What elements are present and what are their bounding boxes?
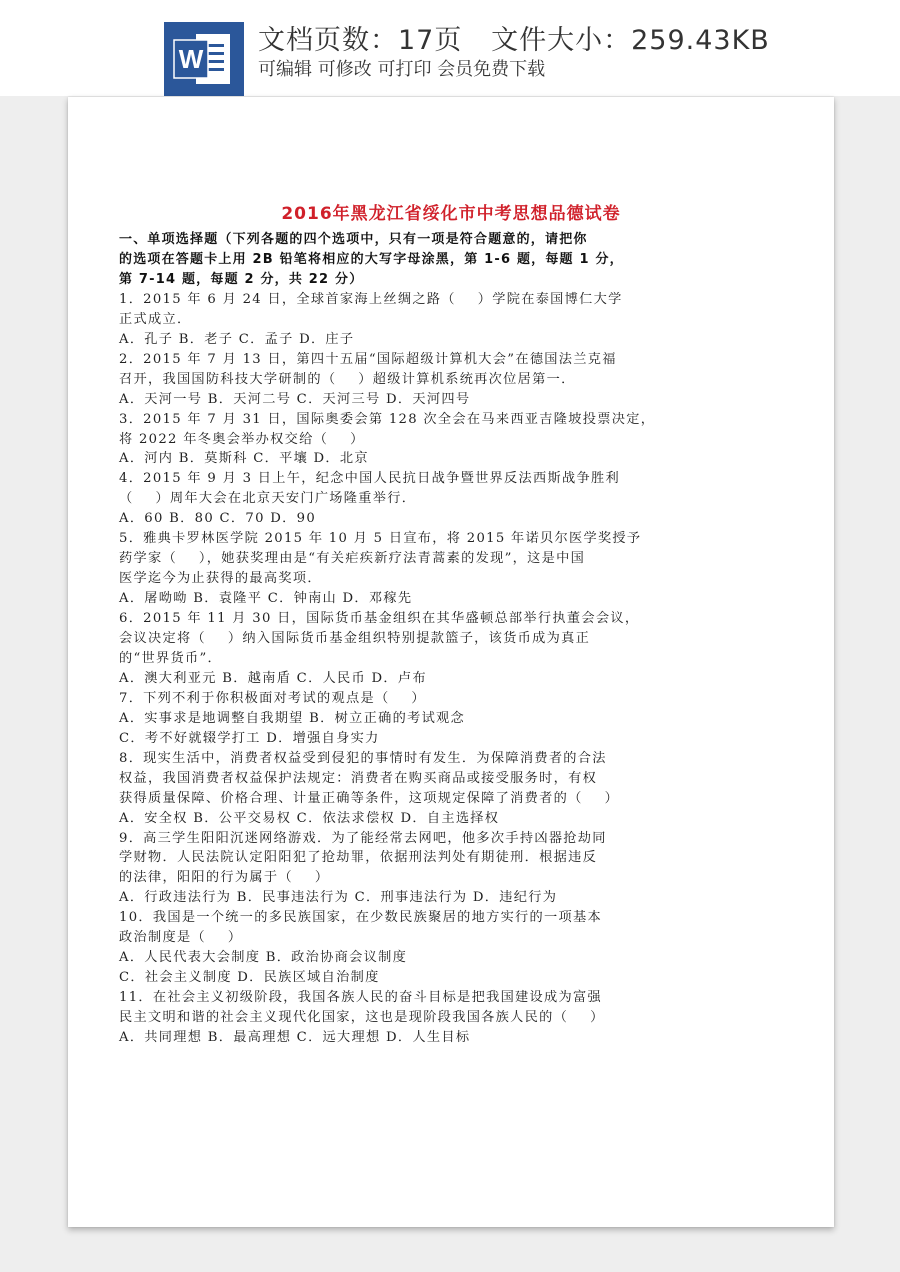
question-text-line: 7．下列不利于你积极面对考试的观点是（ ） [119, 690, 426, 706]
word-document-icon [164, 22, 244, 96]
question-text-line: 10．我国是一个统一的多民族国家，在少数民族聚居的地方实行的一项基本 [119, 910, 602, 926]
section-heading-line: 一、单项选择题（下列各题的四个选项中，只有一项是符合题意的，请把你 [119, 232, 588, 247]
question-text-line: A．人民代表大会制度 B．政治协商会议制度 [119, 950, 408, 966]
section-heading-line: 第 7-14 题，每题 2 分，共 22 分） [119, 271, 364, 287]
question-text-line: 6．2015 年 11 月 30 日，国际货币基金组织在其华盛顿总部举行执董会会议， [119, 611, 640, 627]
question-text-line: 权益，我国消费者权益保护法规定：消费者在购买商品或接受服务时，有权 [119, 770, 598, 786]
question-text-line: 召开，我国国防科技大学研制的（ ）超级计算机系统再次位居第一． [119, 371, 576, 387]
question-text-line: A．屠呦呦 B．袁隆平 C．钟南山 D．邓稼先 [119, 591, 413, 607]
question-text-line: A．河内 B．莫斯科 C．平壤 D．北京 [119, 451, 369, 467]
question-text-line: 8．现实生活中，消费者权益受到侵犯的事情时有发生．为保障消费者的合法 [119, 750, 607, 766]
question-text-line: 医学迄今为止获得的最高奖项． [119, 571, 322, 587]
section-heading-line: 的选项在答题卡上用 2B 铅笔将相应的大写字母涂黑，第 1-6 题，每题 1 分， [119, 251, 624, 267]
question-text-line: 将 2022 年冬奥会举办权交给（ ） [119, 431, 365, 447]
question-text-line: 4．2015 年 9 月 3 日上午，纪念中国人民抗日战争暨世界反法西斯战争胜利 [119, 471, 620, 487]
question-text-line: （ ）周年大会在北京天安门广场隆重举行． [119, 491, 417, 507]
question-text-line: C．考不好就辍学打工 D．增强自身实力 [119, 730, 380, 746]
question-text-line: 的“世界货币”． [119, 650, 223, 666]
question-text-line: 的法律，阳阳的行为属于（ ） [119, 870, 330, 886]
question-text-line: 会议决定将（ ）纳入国际货币基金组织特别提款篮子，该货币成为真正 [119, 631, 591, 646]
question-text-line: 药学家（ ），她获奖理由是“有关疟疾新疗法青蒿素的发现”，这是中国 [119, 551, 586, 567]
logo-letter: W [178, 44, 204, 74]
question-text-line: 正式成立． [119, 311, 192, 327]
question-text-line: A．澳大利亚元 B．越南盾 C．人民币 D．卢布 [119, 670, 427, 686]
question-text-line: A．60 B．80 C．70 D．90 [119, 511, 317, 527]
download-banner [0, 0, 900, 96]
question-text-line: 5．雅典卡罗林医学院 2015 年 10 月 5 日宣布，将 2015 年诺贝尔医学奖授予 [119, 531, 642, 547]
question-text-line: 学财物．人民法院认定阳阳犯了抢劫罪，依据刑法判处有期徒刑．根据违反 [119, 850, 598, 866]
question-text-line: A．孔子 B．老子 C．孟子 D．庄子 [119, 331, 355, 347]
document-page [68, 97, 834, 1227]
question-text-line: 2．2015 年 7 月 13 日，第四十五届“国际超级计算机大会”在德国法兰克福 [119, 351, 617, 367]
question-text-line: A．安全权 B．公平交易权 C．依法求偿权 D．自主选择权 [119, 810, 500, 826]
question-text-line: A．实事求是地调整自我期望 B．树立正确的考试观念 [119, 710, 466, 726]
question-text-line: 1．2015 年 6 月 24 日，全球首家海上丝绸之路（ ）学院在泰国博仁大学 [119, 291, 623, 307]
question-text-line: 3．2015 年 7 月 31 日，国际奥委会第 128 次全会在马来西亚吉隆坡投票决定， [119, 411, 656, 427]
question-text-line: 11．在社会主义初级阶段，我国各族人民的奋斗目标是把我国建设成为富强 [119, 990, 602, 1006]
question-text-line: 民主文明和谐的社会主义现代化国家，这也是现阶段我国各族人民的（ ） [119, 1010, 605, 1026]
question-text-line: 9．高三学生阳阳沉迷网络游戏．为了能经常去网吧，他多次手持凶器抢劫同 [119, 830, 607, 846]
question-text-line: C．社会主义制度 D．民族区域自治制度 [119, 970, 380, 986]
document-title: 2016年黑龙江省绥化市中考思想品德试卷 [281, 204, 621, 224]
question-text-line: A．天河一号 B．天河二号 C．天河三号 D．天河四号 [119, 391, 471, 407]
question-text-line: 政治制度是（ ） [119, 930, 243, 946]
file-info: 文档页数：17页 文件大小：259.43KB [258, 25, 770, 56]
question-text-line: A．共同理想 B．最高理想 C．远大理想 D．人生目标 [119, 1030, 471, 1045]
question-text-line: A．行政违法行为 B．民事违法行为 C．刑事违法行为 D．违纪行为 [119, 890, 558, 906]
features-text: 可编辑 可修改 可打印 会员免费下载 [258, 59, 546, 80]
question-text-line: 获得质量保障、价格合理、计量正确等条件，这项规定保障了消费者的（ ） [119, 790, 620, 806]
